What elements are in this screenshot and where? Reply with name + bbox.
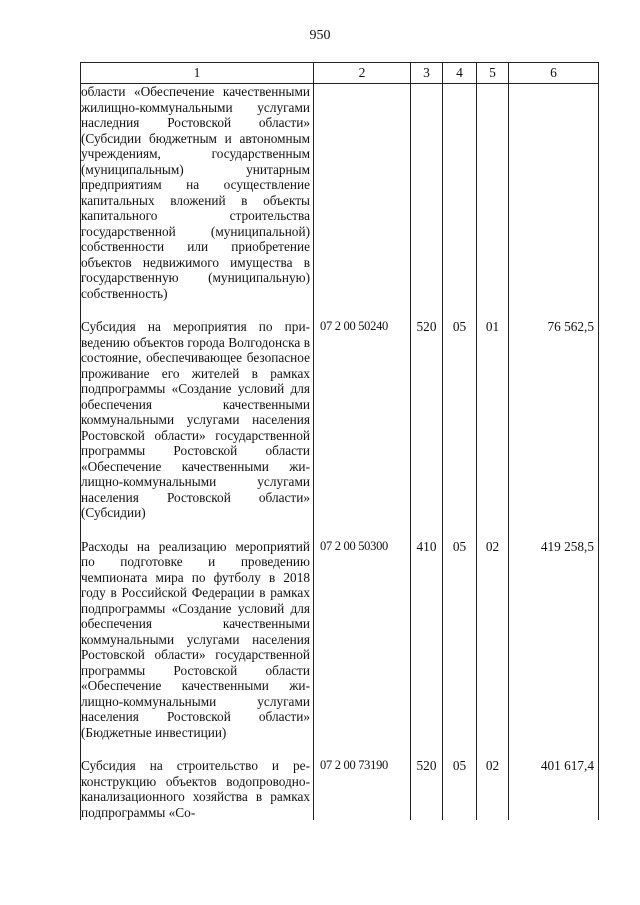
row-section: 05 [443,758,477,820]
table-row [81,319,599,521]
column-header-3: 3 [411,63,443,84]
row-amount [509,84,599,302]
row-expense-type: 520 [411,758,443,820]
row-target-article: 07 2 00 50300 [314,539,411,741]
row-section: 05 [443,539,477,741]
table-row [81,758,599,820]
column-header-1: 1 [81,63,314,84]
row-subsection: 01 [477,319,509,521]
row-spacer [81,521,599,539]
row-expense-type [411,84,443,302]
row-description: Субсидия на строительство и реконструкцию объектов водопроводно-канализационного хозяйства в рамках подпрограммы «Со- [81,758,314,820]
column-header-4: 4 [443,63,477,84]
row-spacer [81,301,599,319]
table-row [81,539,599,741]
row-description: области «Обеспечение качественными жилищно-коммунальными услугами наследния Ростовской области» (Субсидии бюджетным и автономным учреждениям, государственным (муниципальным) унитарным предприятиям на осуществление капитальных вложений в объекты капитального строительства государственной (муниципальной) собственности или приобретение объектов недвижимого имущества в государственную (муниципальную) собственность) [81,84,314,302]
budget-table [80,62,599,820]
column-header-5: 5 [477,63,509,84]
row-description: Расходы на реализацию мероприятий по подготовке и проведению чемпионата мира по футболу в 2018 году в Российской Федерации в рамках подпрограммы «Создание условий для обеспечения качественными коммунальными услугами населения Ростовской области» государственной программы Ростовской области «Обеспечение качественными жилищно-коммунальными услугами населения Ростовской области» (Бюджетные инвестиции) [81,539,314,741]
row-section: 05 [443,319,477,521]
row-expense-type: 520 [411,319,443,521]
row-amount: 419 258,5 [509,539,599,741]
row-section [443,84,477,302]
row-spacer [81,740,599,758]
row-expense-type: 410 [411,539,443,741]
row-target-article: 07 2 00 50240 [314,319,411,521]
column-header-2: 2 [314,63,411,84]
page-number: 950 [309,28,331,43]
column-header-6: 6 [509,63,599,84]
header-row [81,63,599,84]
row-subsection: 02 [477,758,509,820]
row-subsection: 02 [477,539,509,741]
row-target-article: 07 2 00 73190 [314,758,411,820]
row-amount: 401 617,4 [509,758,599,820]
row-target-article [314,84,411,302]
row-description: Субсидия на мероприятия по приведению объектов города Волгодонска в состояние, обеспечивающее безопасное проживание его жителей в рамках подпрограммы «Создание условий для обеспечения качественными коммунальными услугами населения Ростовской области» государственной программы Ростовской области «Обеспечение качественными жилищно-коммунальными услугами населения Ростовской области» (Субсидии) [81,319,314,521]
row-subsection [477,84,509,302]
row-amount: 76 562,5 [509,319,599,521]
table-row [81,84,599,302]
